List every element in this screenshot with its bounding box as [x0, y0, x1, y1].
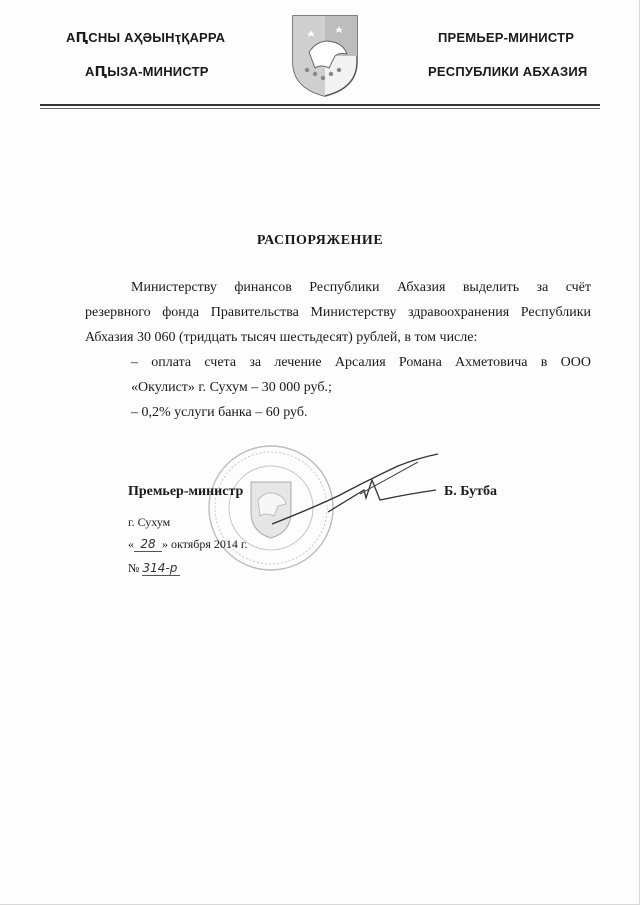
paragraph-line-3: Абхазия 30 060 (тридцать тысяч шестьдесят) рублей, в том числе:: [85, 330, 478, 345]
header-rule-thin: [40, 108, 600, 109]
coat-of-arms-emblem: [289, 12, 361, 98]
paragraph-line-2-wrap: [85, 300, 591, 325]
place-of-signing: г. Сухум: [128, 515, 171, 529]
paragraph-line-3-wrap: [85, 325, 591, 350]
paragraph-first-line: [131, 275, 591, 300]
header-right-line1: ПРЕМЬЕР-МИНИСТР: [438, 30, 575, 45]
list-item-1-line-1: – оплата счета за лечение Арсалия Романа Ахметовича в ООО: [131, 355, 591, 370]
number-value-handwritten: 314-р: [142, 561, 180, 576]
list-item-1-cont-wrap: [131, 375, 591, 400]
document-title: РАСПОРЯЖЕНИЕ: [256, 233, 384, 248]
signatory-title: Премьер-министр: [128, 484, 244, 499]
date-day-handwritten: 28: [134, 537, 162, 552]
list-item-1-line-2: «Окулист» г. Сухум – 30 000 руб.;: [131, 380, 332, 395]
date-rest: » октября 2014 г.: [162, 537, 248, 551]
date-open-quote: «: [128, 537, 134, 551]
list-item-2-wrap: [131, 400, 591, 425]
signatory-name: Б. Бутба: [444, 484, 498, 499]
header-left-line1: АԤСНЫ АҲӘЫНҭҚАРРА: [66, 30, 226, 45]
document-number: [128, 561, 180, 576]
number-label: №: [128, 561, 140, 575]
paragraph-line-1: Министерству финансов Республики Абхазия выделить за счёт: [131, 280, 591, 295]
header-rule-thick: [40, 104, 600, 106]
signing-date: [128, 537, 247, 552]
paragraph-line-2: резервного фонда Правительства Министерству здравоохранения Республики: [85, 305, 591, 320]
handwritten-signature: [268, 450, 448, 530]
list-item-1-wrap: [131, 350, 591, 375]
list-item-2: – 0,2% услуги банка – 60 руб.: [131, 405, 308, 420]
header-right-line2: РЕСПУБЛИКИ АБХАЗИЯ: [428, 64, 588, 79]
header-left-line2: АԤЫЗА-МИНИСТР: [85, 64, 209, 79]
